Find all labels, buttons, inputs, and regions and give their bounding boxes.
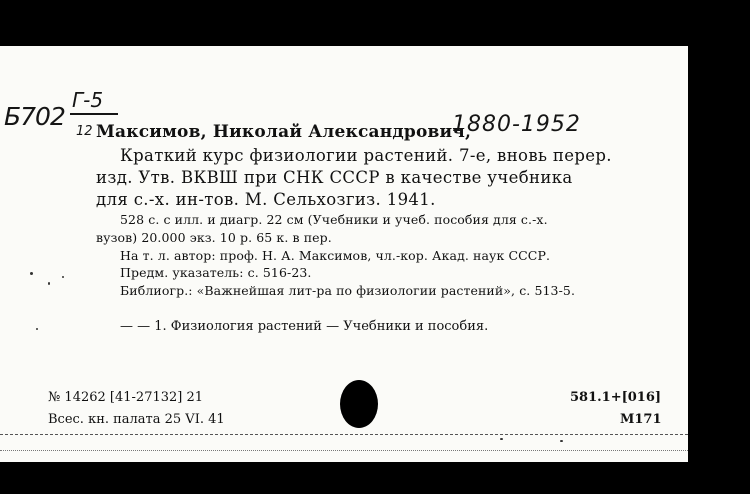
- physical-description-line-1: 528 с. с илл. и диагр. 22 см (Учебники и учеб. пособия для с.-х.: [120, 212, 548, 227]
- title-line-2: изд. Утв. ВКВШ при СНК СССР в качестве учебника: [96, 168, 573, 187]
- card-bottom-rule-dotted: [0, 450, 688, 451]
- speck: [62, 276, 64, 278]
- card-bottom-rule: [0, 434, 688, 435]
- shelf-number: 12: [76, 124, 93, 139]
- inventory-number: № 14262 [41-27132] 21: [48, 390, 204, 405]
- press-chamber: Всес. кн. палата 25 VI. 41: [48, 412, 225, 427]
- title-line-1: Краткий курс физиологии растений. 7-е, вновь перер.: [120, 146, 612, 165]
- author-heading: Максимов, Николай Александрович,: [96, 122, 472, 142]
- speck: [36, 328, 38, 330]
- physical-description-line-2: вузов) 20.000 экз. 10 р. 65 к. в пер.: [96, 230, 332, 245]
- title-line-3: для с.-х. ин-тов. М. Сельхозгиз. 1941.: [96, 190, 436, 209]
- author-years: 1880-1952: [452, 112, 581, 137]
- card-punch-hole: [340, 380, 378, 428]
- note-author: На т. л. автор: проф. Н. А. Максимов, чл.-кор. Акад. наук СССР.: [120, 248, 551, 263]
- catalog-card: [0, 46, 688, 462]
- cutter-number: М171: [620, 412, 662, 427]
- note-index: Предм. указатель: с. 516-23.: [120, 265, 312, 280]
- note-bibliography: Библиогр.: «Важнейшая лит-ра по физиологии растений», с. 513-5.: [120, 283, 576, 298]
- shelf-mark: Б702: [4, 102, 65, 131]
- shelf-sub-underline: [70, 113, 118, 115]
- classification-index: 581.1+[016]: [570, 390, 662, 405]
- shelf-sub-mark: Г-5: [72, 88, 104, 112]
- subject-heading: — — 1. Физиология растений — Учебники и пособия.: [120, 319, 489, 334]
- speck: [30, 272, 33, 275]
- speck: [500, 438, 503, 440]
- speck: [48, 282, 50, 285]
- speck: [560, 440, 563, 442]
